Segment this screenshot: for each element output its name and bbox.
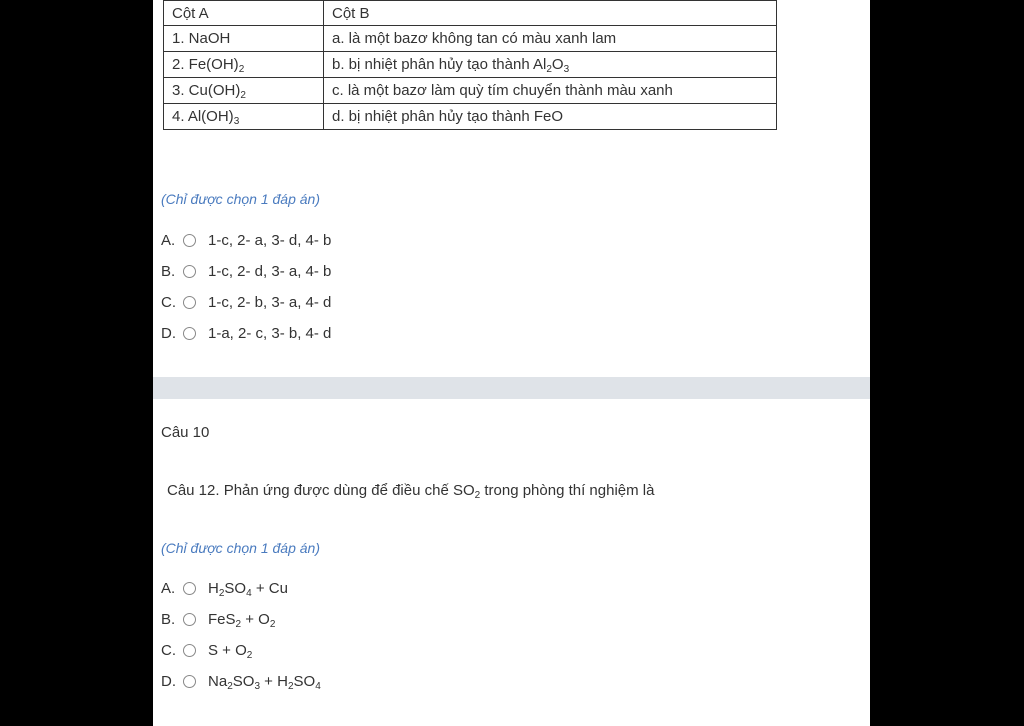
radio-button[interactable]: [183, 675, 196, 688]
header-cot-b: Cột B: [324, 1, 777, 26]
option-letter: C.: [161, 294, 176, 311]
option-text: $FeS_2 + O_2$: [208, 611, 276, 630]
option-letter: D.: [161, 325, 176, 342]
option-text: 1-c, 2- a, 3- d, 4- b: [208, 232, 332, 249]
answer-options: [161, 573, 321, 697]
quiz-panel: [153, 0, 870, 726]
table-cell: 3. $Cu(OH)_2$: [164, 78, 324, 104]
radio-button[interactable]: [183, 582, 196, 595]
answer-option-a[interactable]: [161, 225, 331, 256]
option-letter: D.: [161, 673, 176, 690]
option-text: 1-c, 2- d, 3- a, 4- b: [208, 263, 332, 280]
answer-option-c[interactable]: [161, 287, 331, 318]
table-cell: b. bị nhiệt phân hủy tạo thành $Al_2O_3$: [324, 52, 777, 78]
option-text: $S + O_2$: [208, 642, 253, 661]
question-text: Câu 12. Phản ứng được dùng để điều chế $SO_2$ trong phòng thí nghiệm là: [167, 482, 655, 501]
answer-option-d[interactable]: [161, 318, 331, 349]
table-cell: a. là một bazơ không tan có màu xanh lam: [324, 26, 777, 52]
table-cell: 1. NaOH: [164, 26, 324, 52]
table-cell: 4. $Al(OH)_3$: [164, 104, 324, 130]
table-cell: d. bị nhiệt phân hủy tạo thành FeO: [324, 104, 777, 130]
header-cot-a: Cột A: [164, 1, 324, 26]
radio-button[interactable]: [183, 296, 196, 309]
table-cell: c. là một bazơ làm quỳ tím chuyển thành màu xanh: [324, 78, 777, 104]
table-row: [164, 52, 777, 78]
option-text: $H_2SO_4 + Cu$: [208, 580, 288, 599]
answer-option-d[interactable]: [161, 666, 321, 697]
answer-hint: (Chỉ được chọn 1 đáp án): [161, 540, 320, 556]
table-row: [164, 78, 777, 104]
option-text: 1-a, 2- c, 3- b, 4- d: [208, 325, 332, 342]
answer-option-b[interactable]: [161, 256, 331, 287]
option-text: 1-c, 2- b, 3- a, 4- d: [208, 294, 332, 311]
question-number: Câu 10: [161, 424, 210, 441]
answer-option-c[interactable]: [161, 635, 321, 666]
table-row: [164, 26, 777, 52]
answer-options: [161, 225, 331, 349]
radio-button[interactable]: [183, 234, 196, 247]
answer-option-b[interactable]: [161, 604, 321, 635]
radio-button[interactable]: [183, 265, 196, 278]
option-text: $Na_2SO_3 + H_2SO_4$: [208, 673, 321, 692]
option-letter: C.: [161, 642, 176, 659]
table-header-row: [164, 1, 777, 26]
table-row: [164, 104, 777, 130]
table-cell: 2. $Fe(OH)_2$: [164, 52, 324, 78]
matching-table: [163, 0, 777, 130]
radio-button[interactable]: [183, 644, 196, 657]
answer-option-a[interactable]: [161, 573, 321, 604]
question-separator: [153, 377, 870, 399]
option-letter: B.: [161, 263, 176, 280]
radio-button[interactable]: [183, 327, 196, 340]
radio-button[interactable]: [183, 613, 196, 626]
option-letter: B.: [161, 611, 176, 628]
option-letter: A.: [161, 232, 176, 249]
answer-hint: (Chỉ được chọn 1 đáp án): [161, 191, 320, 207]
option-letter: A.: [161, 580, 176, 597]
